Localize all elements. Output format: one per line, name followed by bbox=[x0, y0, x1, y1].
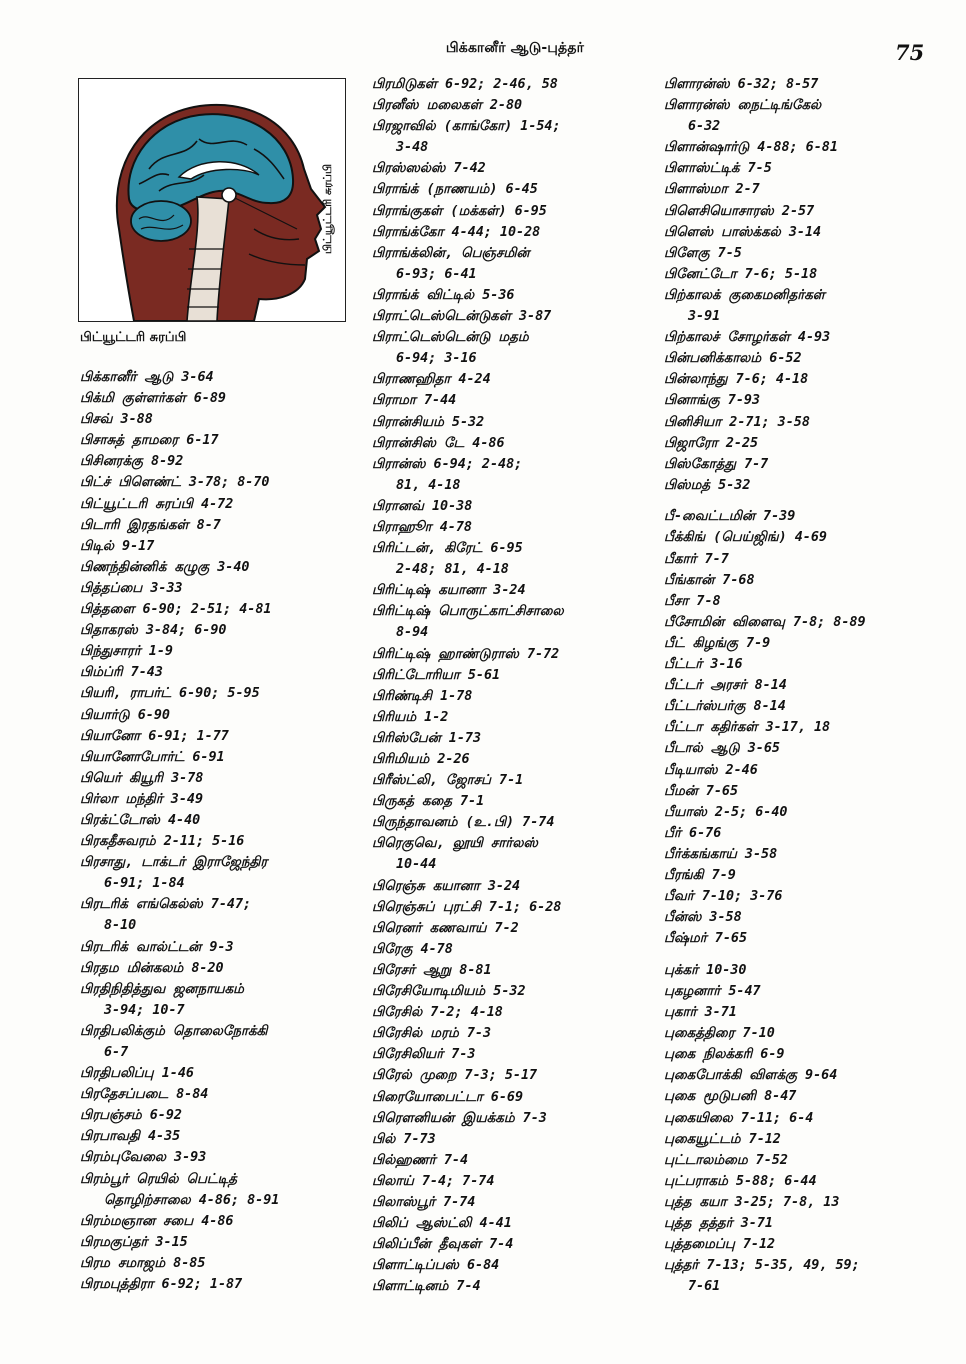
header-title: பிக்கானீர் ஆடு-புத்தர் bbox=[445, 40, 585, 56]
index-entry: பிரான்ஸ் 6-94; 2-48; bbox=[372, 456, 523, 472]
index-entry: பிம்ப்ரி 7-43 bbox=[80, 665, 163, 681]
index-entry-continuation: 8-10 bbox=[104, 918, 137, 934]
index-entry: பீன்ஸ் 3-58 bbox=[664, 910, 742, 926]
index-entry: பினிசியா 2-71; 3-58 bbox=[664, 414, 810, 430]
index-entry: பீயாஸ் 2-5; 6-40 bbox=[664, 804, 788, 820]
index-entry: புகை நிலக்கரி 6-9 bbox=[664, 1047, 785, 1063]
index-entry: பியானோ 6-91; 1-77 bbox=[80, 728, 229, 744]
pituitary-gland-shape bbox=[222, 188, 236, 202]
index-entry: பிரதிநிதித்துவ ஜனநாயகம் bbox=[80, 981, 244, 997]
index-entry: பிரபஞ்சம் 6-92 bbox=[80, 1108, 182, 1124]
index-entry: பீர்க்கங்காய் 3-58 bbox=[664, 846, 778, 862]
index-entry: பிரான்சியம் 5-32 bbox=[372, 414, 485, 430]
index-entry: புகையூட்டம் 7-12 bbox=[664, 1131, 781, 1147]
figure-caption: பிட்யூட்டரி சுரப்பி bbox=[80, 330, 187, 345]
index-entry: பிராமா 7-44 bbox=[372, 393, 457, 409]
index-entry: பிராங்க் விட்டில் 5-36 bbox=[372, 287, 515, 303]
index-entry: பிரம சமாஜம் 8-85 bbox=[80, 1255, 206, 1271]
index-entry: பிரடரிக் எங்கெல்ஸ் 7-47; bbox=[80, 897, 252, 913]
index-entry: பில் 7-73 bbox=[372, 1131, 436, 1147]
index-entry: பிளாரன்ஸ் நைட்டிங்கேல் bbox=[664, 98, 822, 114]
index-entry: பிலிப் ஆஸ்ட்லி 4-41 bbox=[372, 1216, 512, 1232]
index-entry: பிலாஸ்பூர் 7-74 bbox=[372, 1194, 476, 1210]
index-entry: பிடாரி இரதங்கள் 8-7 bbox=[80, 517, 221, 533]
index-entry-continuation: தொழிற்சாலை 4-86; 8-91 bbox=[104, 1192, 280, 1208]
index-entry: பிரேசில் 7-2; 4-18 bbox=[372, 1005, 503, 1021]
index-entry: புகைத்திரை 7-10 bbox=[664, 1026, 775, 1042]
index-entry: பீட்டா கதிர்கள் 3-17, 18 bbox=[664, 720, 831, 736]
index-entry: பிசினரக்கு 8-92 bbox=[80, 454, 184, 470]
index-entry: பிரெகுவெ, லூயி சார்லஸ் bbox=[372, 836, 538, 852]
index-entry: பிரெஞ்சு கயானா 3-24 bbox=[372, 878, 521, 894]
index-entry: பிரியம் 1-2 bbox=[372, 709, 449, 725]
index-entry: பிளாஸ்ட்டிக் 7-5 bbox=[664, 161, 772, 177]
index-column-1 bbox=[80, 367, 370, 1295]
index-entry: புத்த தத்தர் 3-71 bbox=[664, 1215, 773, 1231]
index-entry: பிரெனர் கணவாய் 7-2 bbox=[372, 920, 519, 936]
index-entry: பிலாய் 7-4; 7-74 bbox=[372, 1173, 495, 1189]
index-entry: புத்தமைப்பு 7-12 bbox=[664, 1237, 776, 1253]
index-entry: பிரிஸ்பேன் 1-73 bbox=[372, 730, 482, 746]
index-entry: பிக்கானீர் ஆடு 3-64 bbox=[80, 370, 214, 385]
index-entry: பிரபாவதி 4-35 bbox=[80, 1129, 181, 1145]
index-entry: புகைபோக்கி விளக்கு 9-64 bbox=[664, 1068, 838, 1084]
index-entry: பிரமிடுகள் 6-92; 2-46, 58 bbox=[372, 77, 558, 92]
index-entry: பிரஜாவில் (காங்கோ) 1-54; bbox=[372, 119, 561, 135]
index-entry: பீரங்கி 7-9 bbox=[664, 867, 736, 883]
index-entry: பினேட்டோ 7-6; 5-18 bbox=[664, 266, 818, 282]
index-entry: புட்பராகம் 5-88; 6-44 bbox=[664, 1173, 817, 1189]
index-entry: புகையிலை 7-11; 6-4 bbox=[664, 1110, 814, 1126]
index-entry: பிருந்தாவனம் (உ.பி) 7-74 bbox=[372, 815, 555, 831]
index-entry: பிரேல் முறை 7-3; 5-17 bbox=[372, 1068, 538, 1084]
page-number: 75 bbox=[895, 40, 925, 65]
index-entry: பீஷ்மர் 7-65 bbox=[664, 931, 748, 947]
index-entry: பின்பனிக்காலம் 6-52 bbox=[664, 351, 802, 367]
index-entry: பிரேசியோடிமியம் 5-32 bbox=[372, 984, 526, 1000]
index-entry: பீக்கிங் (பெய்ஜிங்) 4-69 bbox=[664, 530, 827, 546]
index-entry: பிளாட்டிப்பஸ் 6-84 bbox=[372, 1258, 500, 1274]
index-entry: பிராட்டெஸ்டென்டு மதம் bbox=[372, 330, 529, 346]
index-column-3 bbox=[664, 74, 954, 1297]
index-entry-continuation: 6-93; 6-41 bbox=[396, 266, 477, 282]
index-entry-continuation: 6-7 bbox=[104, 1045, 129, 1060]
index-entry: பிளாஸ்மா 2-7 bbox=[664, 182, 760, 198]
index-entry: பீவர் 7-10; 3-76 bbox=[664, 889, 783, 905]
index-entry: பிராங்குகள் (மக்கள்) 6-95 bbox=[372, 203, 547, 219]
index-entry: பித்தளை 6-90; 2-51; 4-81 bbox=[80, 602, 272, 618]
index-entry: பீட்டர் அரசர் 8-14 bbox=[664, 678, 787, 694]
index-entry: பீட்டர் 3-16 bbox=[664, 657, 743, 673]
index-entry: பிசாசுத் தாமரை 6-17 bbox=[80, 433, 219, 449]
index-entry: பிட்ச் பிளெண்ட் 3-78; 8-70 bbox=[80, 475, 270, 491]
index-entry: பிரீஸ்ட்லி, ஜோசப் 7-1 bbox=[372, 773, 524, 789]
index-entry: பிரடரிக் வால்ட்டன் 9-3 bbox=[80, 939, 234, 955]
index-entry: பிரம்பூர் ரெயில் பெட்டித் bbox=[80, 1171, 237, 1187]
index-entry: பிளான்ஷார்டு 4-88; 6-81 bbox=[664, 140, 838, 156]
index-entry-continuation: 8-94 bbox=[396, 625, 429, 641]
index-entry: பின்லாந்து 7-6; 4-18 bbox=[664, 372, 809, 388]
index-entry: பீசா 7-8 bbox=[664, 593, 721, 609]
index-entry: பினாங்கு 7-93 bbox=[664, 393, 761, 409]
index-entry: பிற்காலக் குகைமனிதர்கள் bbox=[664, 287, 825, 303]
index-entry: பிரிட்டோரியா 5-61 bbox=[372, 667, 501, 683]
index-entry-continuation: 81, 4-18 bbox=[396, 477, 461, 493]
index-entry: பிரேசில் மரம் 7-3 bbox=[372, 1026, 492, 1042]
index-entry: பிரேசர் ஆறு 8-81 bbox=[372, 962, 492, 978]
index-entry: பிரஸ்ஸல்ஸ் 7-42 bbox=[372, 161, 486, 177]
index-entry: பிராங்க் (நாணயம்) 6-45 bbox=[372, 182, 538, 198]
index-entry: பிரகதீசுவரம் 2-11; 5-16 bbox=[80, 834, 245, 850]
index-entry: பிளெஸ் பாஸ்க்கல் 3-14 bbox=[664, 224, 822, 240]
index-entry: பிரிட்டன், கிரேட் 6-95 bbox=[372, 541, 523, 557]
index-entry: பிருகத் கதை 7-1 bbox=[372, 794, 485, 810]
index-entry: பிரானவ் 10-38 bbox=[372, 498, 473, 514]
index-entry: பிரனீஸ் மலைகள் 2-80 bbox=[372, 98, 523, 114]
index-entry: பிரௌனியன் இயக்கம் 7-3 bbox=[372, 1110, 547, 1126]
index-entry: பியரி, ராபர்ட் 6-90; 5-95 bbox=[80, 686, 260, 702]
index-entry: பிஸ்மத் 5-32 bbox=[664, 477, 751, 493]
index-entry: பிராங்க்லின், பெஞ்சமின் bbox=[372, 245, 530, 261]
index-entry: பிஜாரோ 2-25 bbox=[664, 435, 759, 451]
index-entry: பிரசாது, டாக்டர் இராஜேந்திர bbox=[80, 855, 268, 871]
index-entry: பிராங்க்கோ 4-44; 10-28 bbox=[372, 224, 541, 240]
index-entry: பிரம்புவேலை 3-93 bbox=[80, 1150, 207, 1166]
index-entry: புத்தர் 7-13; 5-35, 49, 59; bbox=[664, 1258, 860, 1274]
index-entry-continuation: 3-48 bbox=[396, 140, 429, 156]
index-column-2 bbox=[372, 74, 662, 1297]
index-entry: பிரதம மின்கலம் 8-20 bbox=[80, 960, 224, 976]
index-entry: பிற்காலச் சோழர்கள் 4-93 bbox=[664, 330, 831, 346]
index-entry: பிளேகு 7-5 bbox=[664, 245, 742, 261]
index-entry: புத்த கயா 3-25; 7-8, 13 bbox=[664, 1194, 840, 1210]
index-entry-continuation: 6-91; 1-84 bbox=[104, 876, 185, 892]
index-entry: பிசவ் 3-88 bbox=[80, 412, 153, 428]
index-entry: பிராணஹிதா 4-24 bbox=[372, 372, 491, 388]
index-entry: பிந்துசாரர் 1-9 bbox=[80, 644, 173, 660]
index-entry: பிரிட்டிஷ் கயானா 3-24 bbox=[372, 583, 526, 599]
index-entry: பில்ஹணர் 7-4 bbox=[372, 1152, 469, 1168]
index-entry: பிராட்டெஸ்டென்டுகள் 3-87 bbox=[372, 309, 552, 325]
index-entry: பீடியாஸ் 2-46 bbox=[664, 762, 758, 778]
index-entry: பீட்டர்ஸ்பர்கு 8-14 bbox=[664, 699, 786, 715]
index-entry: பிரிட்டிஷ் பொருட்காட்சிசாலை bbox=[372, 604, 564, 620]
index-entry: புகழனார் 5-47 bbox=[664, 983, 761, 999]
index-entry: பிரையோபைட்டா 6-69 bbox=[372, 1089, 524, 1105]
index-entry-continuation: 3-91 bbox=[688, 309, 721, 325]
index-entry: பீமன் 7-65 bbox=[664, 783, 739, 799]
index-entry: பிரம்மஞான சபை 4-86 bbox=[80, 1213, 234, 1229]
index-entry: பிரேகு 4-78 bbox=[372, 941, 453, 957]
index-entry: பிளெசியொசாரஸ் 2-57 bbox=[664, 203, 815, 219]
index-entry: பிரதேசப்படை 8-84 bbox=[80, 1087, 209, 1103]
head-section-drawing bbox=[79, 79, 345, 321]
index-entry-continuation: 2-48; 81, 4-18 bbox=[396, 562, 509, 578]
index-entry: பீசோமின் விளைவு 7-8; 8-89 bbox=[664, 614, 866, 630]
index-entry: பிதாகரஸ் 3-84; 6-90 bbox=[80, 623, 227, 639]
index-entry: பீர் 6-76 bbox=[664, 825, 722, 841]
index-entry-continuation: 6-94; 3-16 bbox=[396, 351, 477, 367]
index-entry: பீங்கான் 7-68 bbox=[664, 572, 755, 588]
index-entry-continuation: 3-94; 10-7 bbox=[104, 1002, 185, 1018]
index-entry: புகார் 3-71 bbox=[664, 1005, 737, 1021]
index-entry: பிரிமியம் 2-26 bbox=[372, 752, 470, 767]
index-entry: பிரேசிலியர் 7-3 bbox=[372, 1047, 476, 1063]
index-entry: பீடால் ஆடு 3-65 bbox=[664, 741, 780, 757]
index-entry: பிரக்ட்டோஸ் 4-40 bbox=[80, 812, 201, 828]
index-entry: பியெர் கியூரி 3-78 bbox=[80, 770, 204, 786]
index-entry: பிரிட்டிஷ் ஹாண்டுராஸ் 7-72 bbox=[372, 646, 560, 662]
index-entry: பிட்யூட்டரி சுரப்பி 4-72 bbox=[80, 496, 234, 512]
index-entry: பியார்டு 6-90 bbox=[80, 707, 170, 723]
index-entry: பிரதிபலிப்பு 1-46 bbox=[80, 1066, 194, 1082]
index-entry: பீட் கிழங்கு 7-9 bbox=[664, 635, 771, 651]
index-entry: புகை மூடுபனி 8-47 bbox=[664, 1089, 797, 1105]
index-entry: பியானோபோர்ட் 6-91 bbox=[80, 749, 225, 765]
index-entry: பிரெஞ்சுப் புரட்சி 7-1; 6-28 bbox=[372, 899, 562, 915]
index-entry: பீகார் 7-7 bbox=[664, 551, 729, 567]
index-entry: பிராஹூா 4-78 bbox=[372, 519, 472, 535]
index-entry: பிரமகுப்தர் 3-15 bbox=[80, 1234, 188, 1250]
index-entry: பிரதிபலிக்கும் தொலைநோக்கி bbox=[80, 1023, 268, 1039]
figure-label: பிட்யூட்டரி சுரப்பி bbox=[321, 163, 334, 254]
index-entry: பிர்லா மந்திர் 3-49 bbox=[80, 791, 204, 807]
index-entry: புட்டாலம்மை 7-52 bbox=[664, 1152, 788, 1168]
index-entry: புக்கர் 10-30 bbox=[664, 962, 747, 978]
index-entry-continuation: 6-32 bbox=[688, 119, 721, 135]
index-entry: பிரிண்டிசி 1-78 bbox=[372, 688, 473, 704]
index-entry: பிணந்தின்னிக் கழுகு 3-40 bbox=[80, 559, 250, 575]
index-entry: பிளாரன்ஸ் 6-32; 8-57 bbox=[664, 77, 819, 92]
index-entry: பீ-வைட்டமின் 7-39 bbox=[664, 509, 796, 525]
index-entry: பிலிப்பீன் தீவுகள் 7-4 bbox=[372, 1237, 514, 1253]
index-entry: பிளாட்டினம் 7-4 bbox=[372, 1279, 481, 1295]
section-gap bbox=[664, 496, 954, 507]
index-entry: பிரமபுத்திரா 6-92; 1-87 bbox=[80, 1277, 243, 1293]
section-gap bbox=[664, 949, 954, 960]
pituitary-illustration bbox=[78, 78, 346, 322]
index-entry: பிடில் 9-17 bbox=[80, 538, 155, 554]
index-entry-continuation: 7-61 bbox=[688, 1279, 721, 1295]
index-entry: பிக்மி குள்ளர்கள் 6-89 bbox=[80, 391, 226, 407]
index-entry: பிஸ்கோத்து 7-7 bbox=[664, 456, 769, 472]
index-entry: பிரான்சிஸ் டே 4-86 bbox=[372, 435, 505, 451]
index-entry-continuation: 10-44 bbox=[396, 857, 437, 873]
index-entry: பித்தப்பை 3-33 bbox=[80, 580, 183, 596]
